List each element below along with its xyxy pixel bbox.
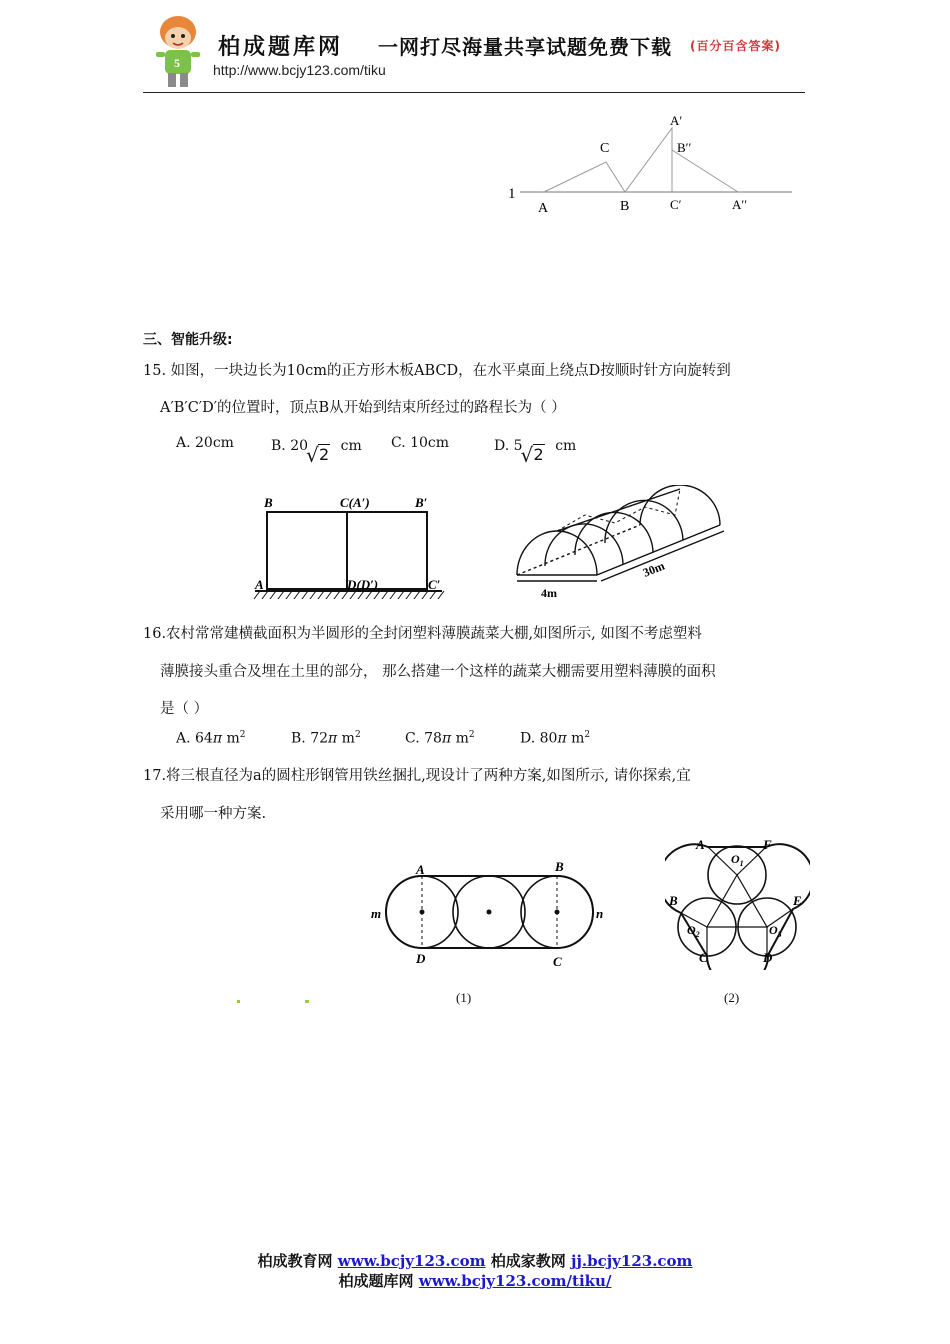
sq-label-C1: C′ bbox=[428, 577, 441, 592]
f2-label-B: B bbox=[669, 893, 678, 908]
f1-label-A: A bbox=[416, 862, 425, 877]
site-url[interactable]: http://www.bcjy123.com/tiku bbox=[213, 62, 386, 78]
q15-line2: A′B′C′D′的位置时，顶点B从开始到结束所经过的路程长为（ ） bbox=[160, 400, 566, 416]
q17-line1: 17.将三根直径为a的圆柱形钢管用铁丝捆扎,现设计了两种方案,如图所示, 请你探索,宜 bbox=[143, 768, 691, 784]
sq-label-CA: C(A′) bbox=[340, 495, 370, 510]
q17-fig2-caption: (2) bbox=[724, 990, 740, 1005]
f2-sub-1: 1 bbox=[739, 859, 744, 868]
label-B: B bbox=[620, 199, 630, 214]
site-slogan: 一网打尽海量共享试题免费下载 bbox=[378, 35, 672, 59]
q16-opt-d[interactable]: D. 80π $m^2$ bbox=[520, 730, 591, 747]
q16-opt-a[interactable]: A. 64π $m^2$ bbox=[176, 730, 246, 747]
f1-label-m: m bbox=[371, 906, 382, 921]
footer-site1-link[interactable]: www.bcjy123.com bbox=[337, 1252, 486, 1270]
q16-opt-b[interactable]: B. 72π $m^2$ bbox=[291, 730, 361, 747]
section-title: 三、智能升级: bbox=[143, 332, 233, 348]
f2-label-E: E bbox=[793, 893, 802, 908]
svg-text:O1 bbox=[731, 852, 744, 868]
f1-label-D: D bbox=[416, 951, 426, 966]
figure-rotation-line bbox=[500, 108, 800, 218]
q15-opt-b[interactable] bbox=[271, 435, 362, 464]
footer-line2 bbox=[0, 1270, 950, 1291]
f2-label-O3: O bbox=[769, 923, 778, 937]
f2-sub-2: 2 bbox=[695, 930, 700, 939]
sqrt-icon: √ 2 bbox=[525, 445, 545, 464]
label-1: 1 bbox=[508, 186, 516, 202]
footer-site3-name: 柏成题库网 bbox=[338, 1272, 414, 1290]
q16-line1: 16.农村常常建横截面积为半圆形的全封闭塑料薄膜蔬菜大棚,如图所示, 如图不考虑塑料 bbox=[143, 626, 702, 642]
site-title: 柏成题库网 bbox=[218, 34, 344, 60]
f2-label-D: D bbox=[763, 950, 773, 965]
decorative-dot bbox=[305, 1000, 309, 1003]
f2-label-O2: O bbox=[687, 923, 696, 937]
header-divider bbox=[143, 92, 805, 93]
figure-squares bbox=[250, 490, 450, 605]
q15-opt-b-unit: cm bbox=[340, 438, 362, 454]
label-A: A bbox=[538, 201, 549, 216]
f2-label-O1: O bbox=[731, 852, 740, 866]
label-A1: A′ bbox=[670, 113, 683, 128]
figure-three-circles-row bbox=[368, 860, 613, 972]
mascot-logo bbox=[148, 10, 210, 92]
sqrt-icon: √ 2 bbox=[310, 445, 330, 464]
q15-opt-d-unit: cm bbox=[555, 438, 577, 454]
f2-label-F: F bbox=[763, 837, 772, 852]
f1-label-n: n bbox=[596, 906, 604, 921]
sq-label-B: B bbox=[264, 495, 273, 510]
figure-greenhouse bbox=[505, 485, 735, 603]
svg-text:5: 5 bbox=[174, 56, 180, 70]
q16-options bbox=[176, 730, 616, 750]
f2-label-A: A bbox=[696, 837, 705, 852]
q16-opt-c[interactable]: C. 78π $m^2$ bbox=[405, 730, 475, 747]
sq-label-B1: B′ bbox=[415, 495, 428, 510]
q15-options bbox=[176, 435, 596, 469]
f1-label-B: B bbox=[555, 860, 564, 874]
q15-opt-c[interactable]: C. 10cm bbox=[391, 435, 450, 451]
footer-site2-link[interactable]: jj.bcjy123.com bbox=[571, 1252, 693, 1270]
q16-line2: 薄膜接头重合及埋在土里的部分， 那么搭建一个这样的蔬菜大棚需要用塑料薄膜的面积 bbox=[160, 664, 716, 680]
footer-site2-name: 柏成家教网 bbox=[490, 1252, 566, 1270]
f1-label-C: C bbox=[553, 954, 562, 969]
sq-label-A: A bbox=[255, 577, 264, 592]
label-C1: C′ bbox=[670, 197, 682, 212]
q15-opt-a[interactable]: A. 20cm bbox=[176, 435, 234, 451]
label-A2: A′′ bbox=[732, 197, 748, 212]
decorative-dot bbox=[237, 1000, 240, 1003]
greenhouse-length: 30m bbox=[640, 558, 667, 580]
site-tag: (百分百含答案) bbox=[690, 39, 781, 53]
footer-line1 bbox=[0, 1250, 950, 1271]
footer-site3-link[interactable]: www.bcjy123.com/tiku/ bbox=[418, 1272, 612, 1290]
label-B2: B′′ bbox=[677, 140, 692, 155]
svg-text:O3 bbox=[769, 923, 782, 939]
figure-three-circles-triangle bbox=[665, 835, 810, 970]
q15-opt-b-pre: B. 20 bbox=[271, 438, 309, 454]
f2-sub-3: 3 bbox=[777, 930, 782, 939]
sq-label-DD: D(D′) bbox=[347, 577, 379, 592]
q15-opt-d[interactable] bbox=[494, 435, 577, 464]
q15-line1: 15. 如图，一块边长为10cm的正方形木板ABCD，在水平桌面上绕点D按顺时针方向旋转到 bbox=[143, 363, 731, 379]
q15-opt-d-pre: D. 5 bbox=[494, 438, 523, 454]
q17-fig1-caption: (1) bbox=[456, 990, 472, 1005]
greenhouse-width: 4m bbox=[541, 586, 557, 600]
svg-text:O2 bbox=[687, 923, 700, 939]
q17-line2: 采用哪一种方案. bbox=[160, 806, 267, 822]
footer-site1-name: 柏成教育网 bbox=[257, 1252, 333, 1270]
q16-line3: 是（ ） bbox=[160, 701, 209, 717]
label-C: C bbox=[600, 141, 610, 156]
f2-label-C: C bbox=[699, 950, 708, 965]
